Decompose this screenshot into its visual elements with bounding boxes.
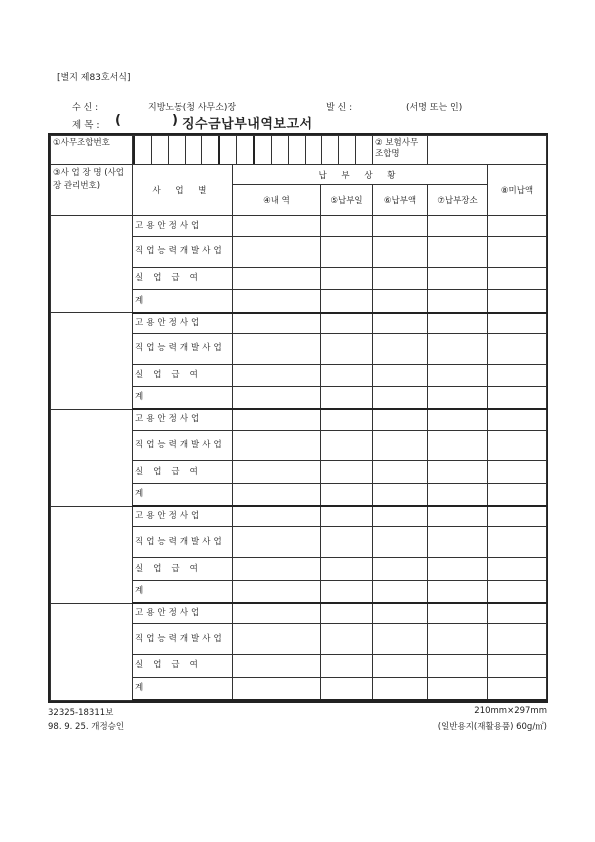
payment-amount-cell[interactable] [373, 677, 428, 700]
detail-cell[interactable] [233, 409, 321, 430]
workplace-name-cell[interactable] [51, 313, 133, 410]
payment-date-cell[interactable] [321, 603, 373, 624]
payment-amount-cell[interactable] [373, 484, 428, 507]
payment-date-header: ⑤납부일 [321, 185, 373, 216]
business-item-label: 고용안정사업 [133, 313, 233, 334]
payment-place-cell[interactable] [428, 603, 488, 624]
business-item-label: 직업능력개발사업 [133, 430, 233, 461]
payment-amount-cell[interactable] [373, 558, 428, 581]
unpaid-amount-cell[interactable] [488, 461, 547, 484]
unpaid-amount-cell[interactable] [488, 290, 547, 313]
payment-place-cell[interactable] [428, 461, 488, 484]
business-item-label: 계 [133, 677, 233, 700]
payment-date-cell[interactable] [321, 655, 373, 678]
business-item-label: 계 [133, 484, 233, 507]
payment-amount-cell[interactable] [373, 409, 428, 430]
union-number-boxes[interactable] [133, 136, 373, 165]
detail-cell[interactable] [233, 677, 321, 700]
detail-cell[interactable] [233, 364, 321, 387]
business-item-label: 계 [133, 387, 233, 410]
detail-cell[interactable] [233, 290, 321, 313]
payment-date-cell[interactable] [321, 267, 373, 290]
payment-amount-cell[interactable] [373, 461, 428, 484]
payment-amount-cell[interactable] [373, 506, 428, 527]
payment-place-cell[interactable] [428, 484, 488, 507]
payment-date-cell[interactable] [321, 387, 373, 410]
sender-signature-note: (서명 또는 인) [406, 103, 463, 113]
unpaid-amount-cell[interactable] [488, 484, 547, 507]
payment-date-cell[interactable] [321, 290, 373, 313]
unpaid-amount-cell[interactable] [488, 677, 547, 700]
payment-date-cell[interactable] [321, 580, 373, 603]
detail-cell[interactable] [233, 236, 321, 267]
detail-cell[interactable] [233, 506, 321, 527]
payment-amount-cell[interactable] [373, 216, 428, 237]
payment-amount-cell[interactable] [373, 624, 428, 655]
workplace-name-label: ③사 업 장 명 (사업장 관리번호) [51, 164, 133, 216]
payment-date-cell[interactable] [321, 624, 373, 655]
recipient-label: 수 신 : [72, 103, 99, 113]
payment-amount-cell[interactable] [373, 290, 428, 313]
payment-place-cell[interactable] [428, 655, 488, 678]
detail-header: ④내 역 [233, 185, 321, 216]
detail-cell[interactable] [233, 267, 321, 290]
business-item-label: 고용안정사업 [133, 603, 233, 624]
payment-place-cell[interactable] [428, 527, 488, 558]
business-item-label: 직업능력개발사업 [133, 236, 233, 267]
unpaid-amount-cell[interactable] [488, 655, 547, 678]
business-item-label: 계 [133, 290, 233, 313]
business-item-label: 직업능력개발사업 [133, 624, 233, 655]
payment-place-cell[interactable] [428, 290, 488, 313]
item-row [51, 313, 547, 334]
workplace-name-cell[interactable] [51, 216, 133, 313]
detail-cell[interactable] [233, 558, 321, 581]
form-number: [별지 제83호서식] [57, 73, 131, 83]
unpaid-amount-cell[interactable] [488, 624, 547, 655]
payment-place-cell[interactable] [428, 409, 488, 430]
subject-paren-close: ) [172, 113, 179, 128]
unpaid-amount-cell[interactable] [488, 603, 547, 624]
item-row [51, 216, 547, 237]
detail-cell[interactable] [233, 461, 321, 484]
payment-place-cell[interactable] [428, 364, 488, 387]
paper-size: 210mm×297mm [474, 706, 547, 716]
payment-place-cell[interactable] [428, 267, 488, 290]
business-item-label: 직업능력개발사업 [133, 527, 233, 558]
union-name-field[interactable] [428, 136, 547, 165]
detail-cell[interactable] [233, 527, 321, 558]
report-table [50, 135, 547, 701]
union-number-label: ①사무조합번호 [51, 136, 133, 165]
workplace-groups [51, 216, 547, 700]
item-row [51, 603, 547, 624]
payment-date-cell[interactable] [321, 506, 373, 527]
header-row-1 [51, 164, 547, 185]
payment-amount-cell[interactable] [373, 333, 428, 364]
unpaid-amount-header: ⑧미납액 [488, 164, 547, 216]
subject-title: 징수금납부내역보고서 [182, 117, 313, 132]
payment-place-cell[interactable] [428, 558, 488, 581]
payment-date-cell[interactable] [321, 677, 373, 700]
payment-date-cell[interactable] [321, 430, 373, 461]
payment-place-cell[interactable] [428, 216, 488, 237]
form-code: 32325-18311보 [48, 708, 114, 718]
payment-amount-header: ⑥납부액 [373, 185, 428, 216]
detail-cell[interactable] [233, 624, 321, 655]
unpaid-amount-cell[interactable] [488, 313, 547, 334]
detail-cell[interactable] [233, 430, 321, 461]
detail-cell[interactable] [233, 484, 321, 507]
payment-amount-cell[interactable] [373, 387, 428, 410]
unpaid-amount-cell[interactable] [488, 558, 547, 581]
business-item-label: 고용안정사업 [133, 506, 233, 527]
payment-amount-cell[interactable] [373, 267, 428, 290]
unpaid-amount-cell[interactable] [488, 430, 547, 461]
unpaid-amount-cell[interactable] [488, 580, 547, 603]
payment-date-cell[interactable] [321, 236, 373, 267]
approval-date: 98. 9. 25. 개정승인 [48, 722, 125, 732]
workplace-name-cell[interactable] [51, 409, 133, 506]
payment-amount-cell[interactable] [373, 655, 428, 678]
union-row [51, 136, 547, 165]
payment-place-cell[interactable] [428, 624, 488, 655]
payment-date-cell[interactable] [321, 364, 373, 387]
business-item-label: 직업능력개발사업 [133, 333, 233, 364]
union-name-label: ② 보험사무조합명 [373, 136, 428, 165]
payment-date-cell[interactable] [321, 461, 373, 484]
payment-date-cell[interactable] [321, 409, 373, 430]
payment-amount-cell[interactable] [373, 430, 428, 461]
detail-cell[interactable] [233, 603, 321, 624]
payment-place-cell[interactable] [428, 580, 488, 603]
unpaid-amount-cell[interactable] [488, 387, 547, 410]
business-item-label: 고용안정사업 [133, 409, 233, 430]
subject-label: 제 목 : [72, 120, 100, 131]
unpaid-amount-cell[interactable] [488, 216, 547, 237]
payment-amount-cell[interactable] [373, 313, 428, 334]
unpaid-amount-cell[interactable] [488, 409, 547, 430]
item-row [51, 409, 547, 430]
payment-place-cell[interactable] [428, 387, 488, 410]
payment-date-cell[interactable] [321, 313, 373, 334]
detail-cell[interactable] [233, 333, 321, 364]
unpaid-amount-cell[interactable] [488, 333, 547, 364]
recipient-value: 지방노동(청 사무소)장 [148, 103, 237, 113]
payment-status-header: 납 부 상 황 [233, 164, 488, 185]
workplace-name-cell[interactable] [51, 506, 133, 603]
unpaid-amount-cell[interactable] [488, 527, 547, 558]
payment-amount-cell[interactable] [373, 364, 428, 387]
payment-place-cell[interactable] [428, 506, 488, 527]
payment-amount-cell[interactable] [373, 580, 428, 603]
business-item-label: 실업급여 [133, 267, 233, 290]
payment-date-cell[interactable] [321, 527, 373, 558]
business-item-label: 계 [133, 580, 233, 603]
payment-amount-cell[interactable] [373, 603, 428, 624]
detail-cell[interactable] [233, 387, 321, 410]
workplace-name-cell[interactable] [51, 603, 133, 700]
business-type-header: 사 업 별 [133, 164, 233, 216]
payment-place-cell[interactable] [428, 313, 488, 334]
business-item-label: 실업급여 [133, 364, 233, 387]
unpaid-amount-cell[interactable] [488, 364, 547, 387]
business-item-label: 실업급여 [133, 558, 233, 581]
payment-amount-cell[interactable] [373, 236, 428, 267]
payment-date-cell[interactable] [321, 484, 373, 507]
unpaid-amount-cell[interactable] [488, 506, 547, 527]
business-item-label: 고용안정사업 [133, 216, 233, 237]
detail-cell[interactable] [233, 655, 321, 678]
payment-place-cell[interactable] [428, 430, 488, 461]
payment-amount-cell[interactable] [373, 527, 428, 558]
detail-cell[interactable] [233, 580, 321, 603]
payment-place-cell[interactable] [428, 333, 488, 364]
payment-date-cell[interactable] [321, 558, 373, 581]
business-item-label: 실업급여 [133, 461, 233, 484]
subject-paren-open: ( [115, 113, 122, 128]
paper-type: (일반용지(재활용품) 60g/㎡) [437, 722, 547, 732]
detail-cell[interactable] [233, 216, 321, 237]
sender-label: 발 신 : [326, 103, 353, 113]
payment-place-cell[interactable] [428, 236, 488, 267]
payment-place-header: ⑦납부장소 [428, 185, 488, 216]
business-item-label: 실업급여 [133, 655, 233, 678]
payment-place-cell[interactable] [428, 677, 488, 700]
payment-date-cell[interactable] [321, 216, 373, 237]
payment-date-cell[interactable] [321, 333, 373, 364]
item-row [51, 506, 547, 527]
detail-cell[interactable] [233, 313, 321, 334]
unpaid-amount-cell[interactable] [488, 267, 547, 290]
unpaid-amount-cell[interactable] [488, 236, 547, 267]
